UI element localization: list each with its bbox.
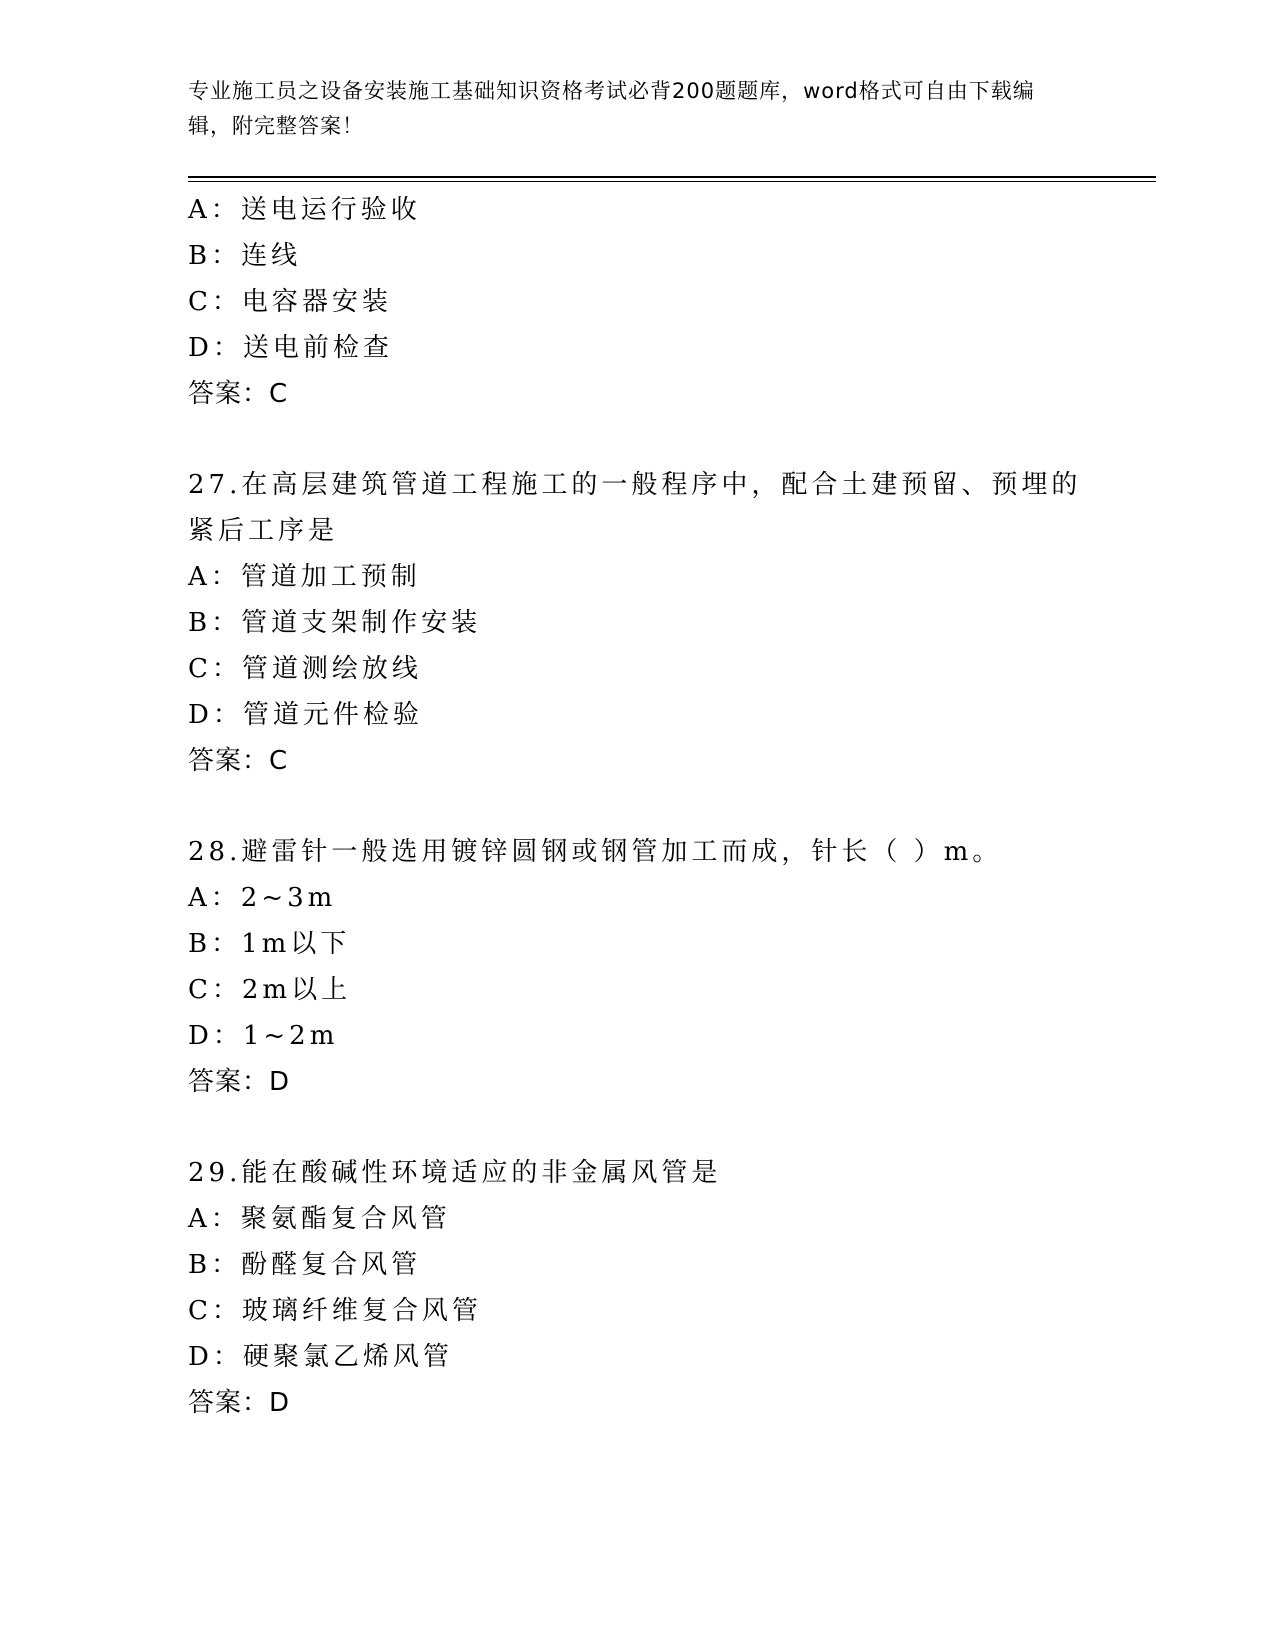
option-c: C：电容器安装 [188,287,392,317]
option-b: B：1m以下 [188,929,351,959]
option-a: A：聚氨酯复合风管 [188,1204,451,1234]
question-stem: 27.在高层建筑管道工程施工的一般程序中，配合土建预留、预埋的紧后工序是 [188,470,1082,546]
question-block [188,1150,1148,1426]
option-d: D：管道元件检验 [188,700,423,730]
question-list [188,187,1148,1426]
header-divider-thin [188,181,1156,182]
header-divider-thick [188,176,1156,178]
option-a: A：2~3m [188,883,337,913]
answer-line: 答案：C [188,379,289,409]
answer-line: 答案：D [188,1388,291,1418]
option-d: D：硬聚氯乙烯风管 [188,1342,453,1372]
question-stem: 28.避雷针一般选用镀锌圆钢或钢管加工而成，针长（ ）m。 [188,837,1003,867]
question-block [188,462,1148,784]
option-c: C：管道测绘放线 [188,654,422,684]
option-b: B：连线 [188,241,302,271]
question-block [188,187,1148,417]
question-stem: 29.能在酸碱性环境适应的非金属风管是 [188,1158,722,1188]
option-b: B：酚醛复合风管 [188,1250,422,1280]
answer-line: 答案：C [188,746,289,776]
question-block [188,829,1148,1105]
option-b: B：管道支架制作安装 [188,608,482,638]
option-c: C：2m以上 [188,975,352,1005]
answer-line: 答案：D [188,1067,291,1097]
option-d: D：1~2m [188,1021,339,1051]
option-c: C：玻璃纤维复合风管 [188,1296,482,1326]
option-a: A：送电运行验收 [188,195,421,225]
document-header: 专业施工员之设备安装施工基础知识资格考试必背200题题库，word格式可自由下载编辑，附完整答案！ [188,79,1035,138]
option-a: A：管道加工预制 [188,562,421,592]
option-d: D：送电前检查 [188,333,393,363]
